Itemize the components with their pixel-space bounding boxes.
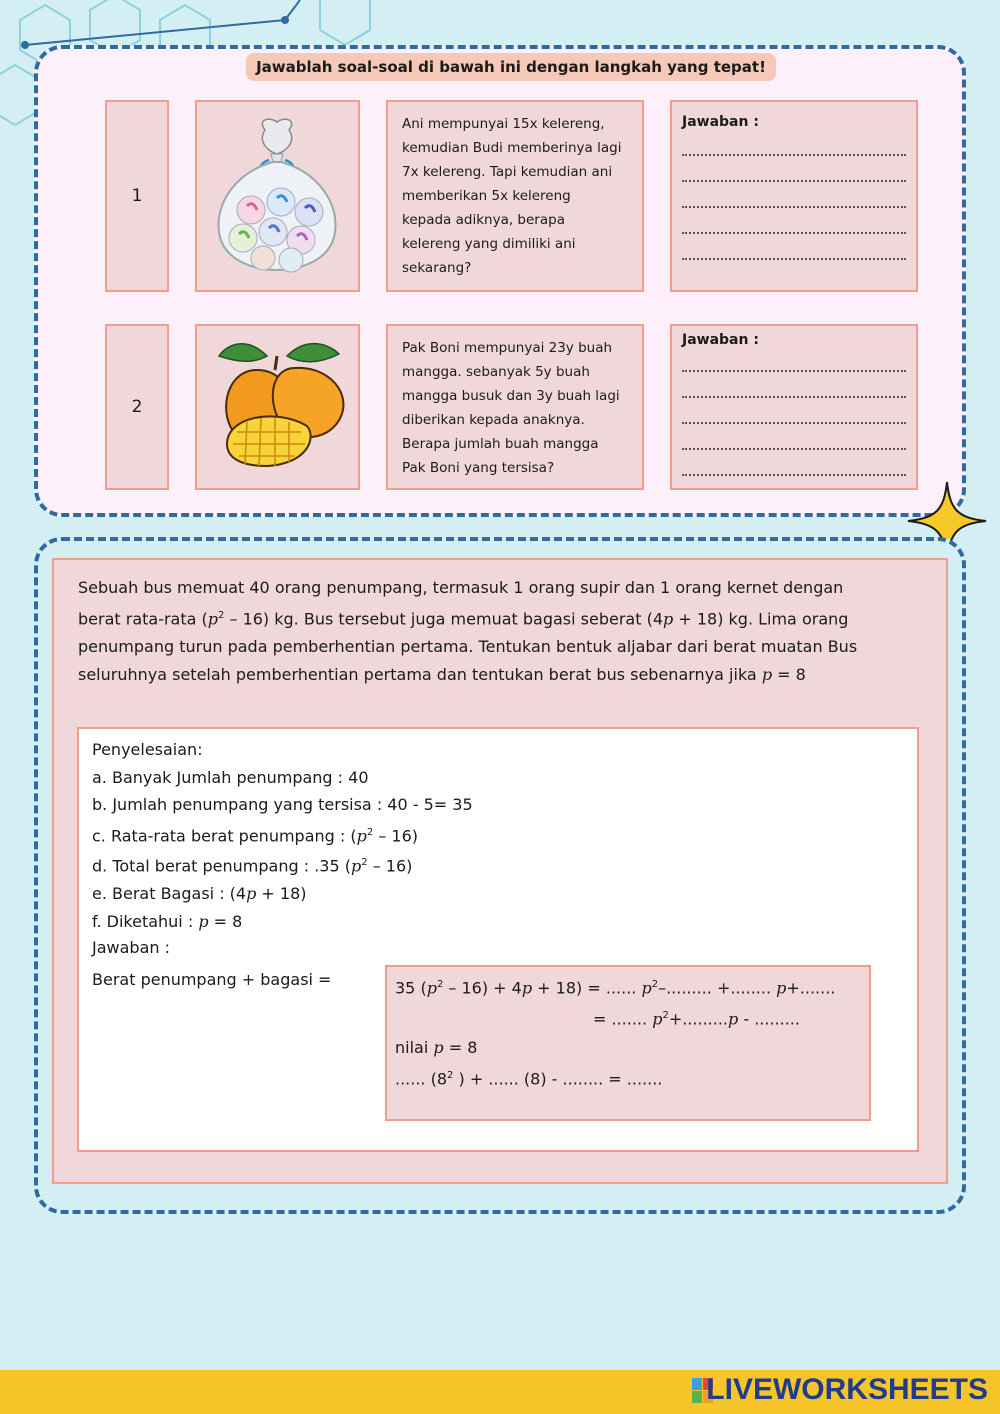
instruction-title: Jawablah soal-soal di bawah ini dengan langkah yang tepat! (246, 53, 776, 81)
answer-line[interactable] (682, 258, 906, 260)
answer-box-1[interactable] (670, 100, 918, 292)
solution-title: Penyelesaian: (92, 740, 203, 759)
answer-line[interactable] (682, 180, 906, 182)
calc-line-3: nilai p = 8 (395, 1037, 478, 1057)
question-image-1 (195, 100, 360, 292)
answer-label-2: Jawaban : (682, 332, 759, 348)
brand-name[interactable]: LIVEWORKSHEETS (706, 1373, 988, 1406)
answer-label-1: Jawaban : (682, 114, 759, 130)
answer-line[interactable] (682, 206, 906, 208)
answer-line[interactable] (682, 232, 906, 234)
question-text-2: Pak Boni mempunyai 23y buah mangga. sebanyak 5y buah mangga busuk dan 3y buah lagi diberikan kepada anaknya. Berapa jumlah buah mangga Pak Boni yang tersisa? (386, 324, 644, 490)
answer-line[interactable] (682, 448, 906, 450)
solution-steps: Penyelesaian: a. Banyak Jumlah penumpang : 40 b. Jumlah penumpang yang tersisa : 40 - 5= 35 c. Rata-rata berat penumpang : $(p^2 - 16)$ d. Total berat penumpang : .35 $(p^2 - 16)$ e. Berat Bagasi : (4p + 18) f. Diketahui : p = 8 (92, 736, 572, 935)
berat-label: Berat penumpang + bagasi = (92, 970, 332, 989)
answer-line[interactable] (682, 474, 906, 476)
answer-line[interactable] (682, 396, 906, 398)
question-number-2: 2 (105, 324, 169, 490)
marble-bag-icon (197, 102, 358, 290)
jawaban-label: Jawaban : (92, 938, 170, 957)
answer-line[interactable] (682, 370, 906, 372)
problem-statement: Sebuah bus memuat 40 orang penumpang, termasuk 1 orang supir dan 1 orang kernet dengan berat rata-rata $(p^2 - 16)$ kg. Bus tersebut juga memuat bagasi seberat (4p + 18) kg. Lima orang penumpang turun pada pemberhentian pertama. Tentukan bentuk aljabar dari berat muatan Bus seluruhnya setelah pemberhentian pertama dan tentukan berat bus sebenarnya jika p = 8 (78, 578, 858, 685)
calc-line-1[interactable]: 35 $(p^2 - 16) + 4p + 18$) = ...... $p^2-$......... +........ p+....... (395, 978, 836, 998)
calc-line-4[interactable]: ...... ($8^2$ ) + ...... (8) - ........ = ....... (395, 1068, 663, 1088)
answer-line[interactable] (682, 154, 906, 156)
answer-box-2[interactable] (670, 324, 918, 490)
question-text-1: Ani mempunyai 15x kelereng, kemudian Budi memberinya lagi 7x kelereng. Tapi kemudian ani memberikan 5x kelereng kepada adiknya, berapa kelereng yang dimiliki ani sekarang? (386, 100, 644, 292)
mango-icon (197, 326, 358, 488)
question-number-1: 1 (105, 100, 169, 292)
calc-line-2[interactable]: = ....... $p^2+.........p$ - ......... (593, 1009, 800, 1029)
question-image-2 (195, 324, 360, 490)
calculation-box[interactable] (385, 965, 871, 1121)
answer-line[interactable] (682, 422, 906, 424)
